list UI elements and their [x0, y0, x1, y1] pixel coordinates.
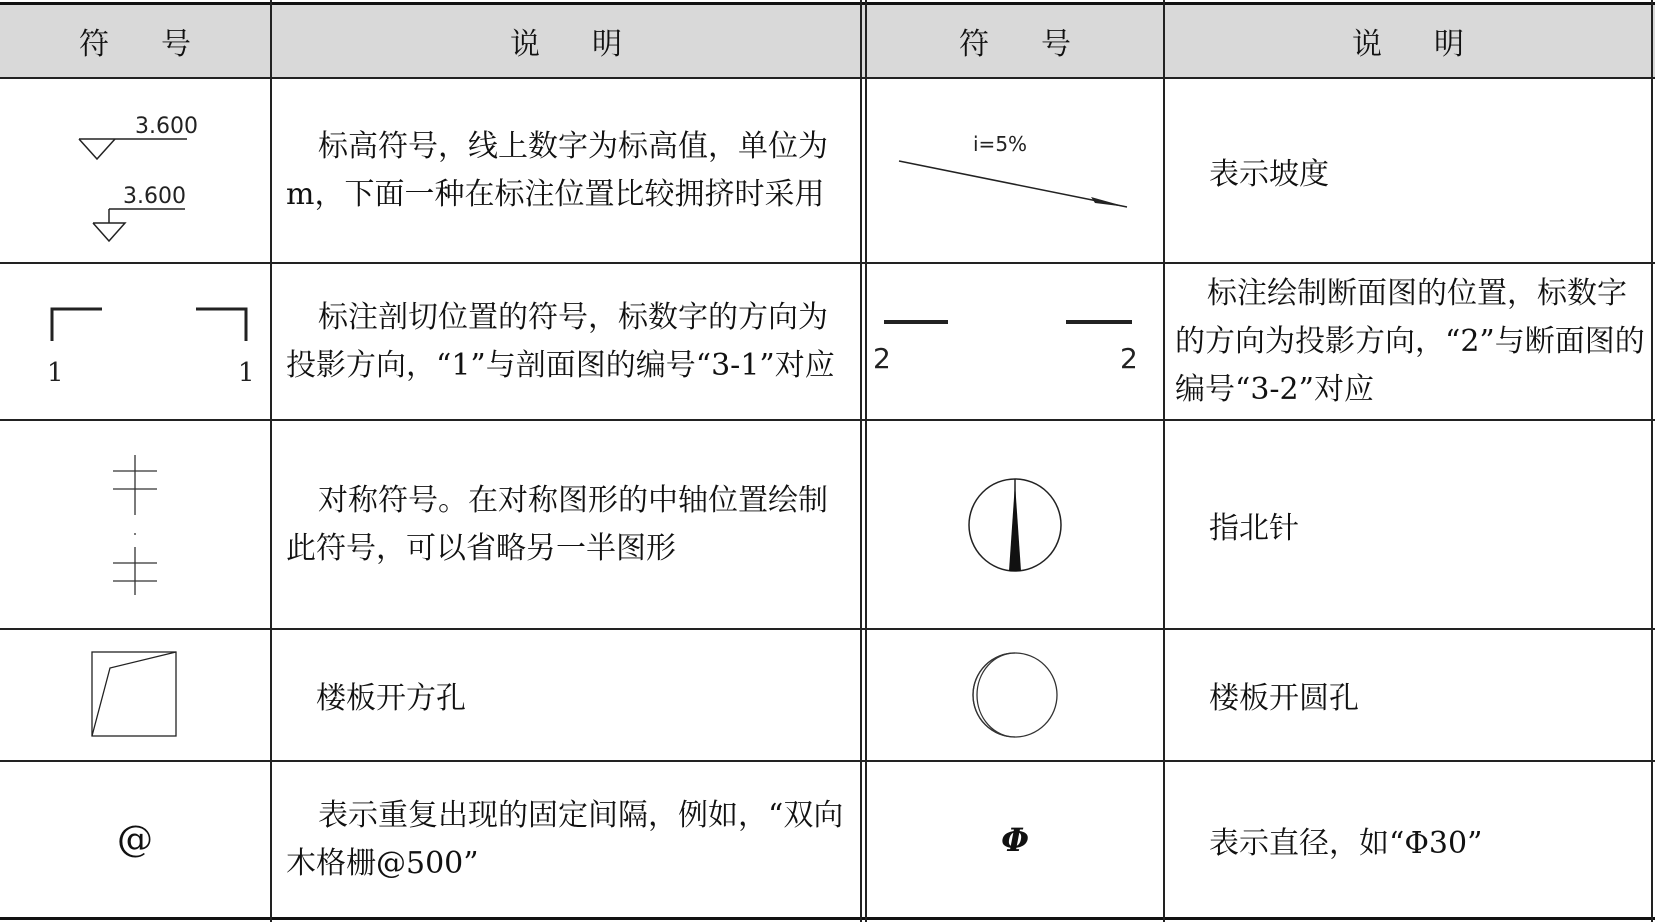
symmetry-description: 对称符号。在对称图形的中轴位置绘制此符号，可以省略另一半图形 — [286, 482, 828, 566]
elevation-value-top: 3.600 — [135, 113, 198, 139]
diameter-description: 表示直径，如“Φ30” — [1209, 825, 1483, 861]
diameter-symbol: Φ — [1001, 820, 1029, 859]
header-description-right: 说明 — [1352, 26, 1516, 62]
slope-value: i=5% — [973, 131, 1028, 156]
section-cut-description: 标注剖切位置的符号，标数字的方向为投影方向，“1”与剖面图的编号“3-1”对应 — [286, 299, 835, 383]
section-number-left: 1 — [47, 357, 64, 388]
header-symbol-left: 符号 — [79, 26, 243, 62]
elevation-marks — [75, 101, 198, 241]
square-opening-symbol — [0, 630, 270, 760]
north-arrow-symbol — [867, 421, 1163, 628]
elevation-value-bottom: 3.600 — [123, 183, 186, 209]
slope-marks — [895, 131, 1135, 211]
north-arrow-description: 指北针 — [1209, 510, 1299, 546]
round-opening-icon — [970, 650, 1060, 740]
cross-section-description: 标注绘制断面图的位置，标数字的方向为投影方向，“2”与断面图的编号“3-2”对应 — [1175, 275, 1645, 407]
slope-symbol — [867, 79, 1163, 262]
elevation-description: 标高符号，线上数字为标高值，单位为 m，下面一种在标注位置比较拥挤时采用 — [286, 128, 828, 212]
header-symbol-right: 符号 — [959, 26, 1123, 62]
column-divider — [1651, 0, 1653, 922]
symmetry-marks — [105, 455, 165, 595]
square-opening-description: 楼板开方孔 — [316, 681, 466, 716]
square-opening-icon — [90, 650, 180, 740]
header-description-left: 说明 — [510, 26, 674, 62]
cross-section-symbol — [867, 264, 1163, 419]
cross-section-number-right: 2 — [1120, 341, 1138, 375]
section-number-right: 1 — [238, 357, 255, 388]
cross-section-marks — [870, 302, 1160, 382]
table-bottom-border — [0, 917, 1655, 920]
section-cut-symbol — [0, 264, 270, 419]
column-divider — [860, 0, 862, 922]
section-cut-marks — [20, 297, 255, 388]
round-opening-description: 楼板开圆孔 — [1209, 681, 1359, 716]
cross-section-number-left: 2 — [873, 341, 891, 375]
slope-description: 表示坡度 — [1209, 156, 1329, 192]
interval-symbol: @ — [117, 819, 153, 860]
round-opening-symbol — [867, 630, 1163, 760]
symmetry-symbol — [0, 421, 270, 628]
elevation-symbol — [0, 79, 270, 262]
interval-description: 表示重复出现的固定间隔，例如，“双向木格栅@500” — [286, 797, 844, 881]
north-arrow-icon — [965, 475, 1065, 575]
